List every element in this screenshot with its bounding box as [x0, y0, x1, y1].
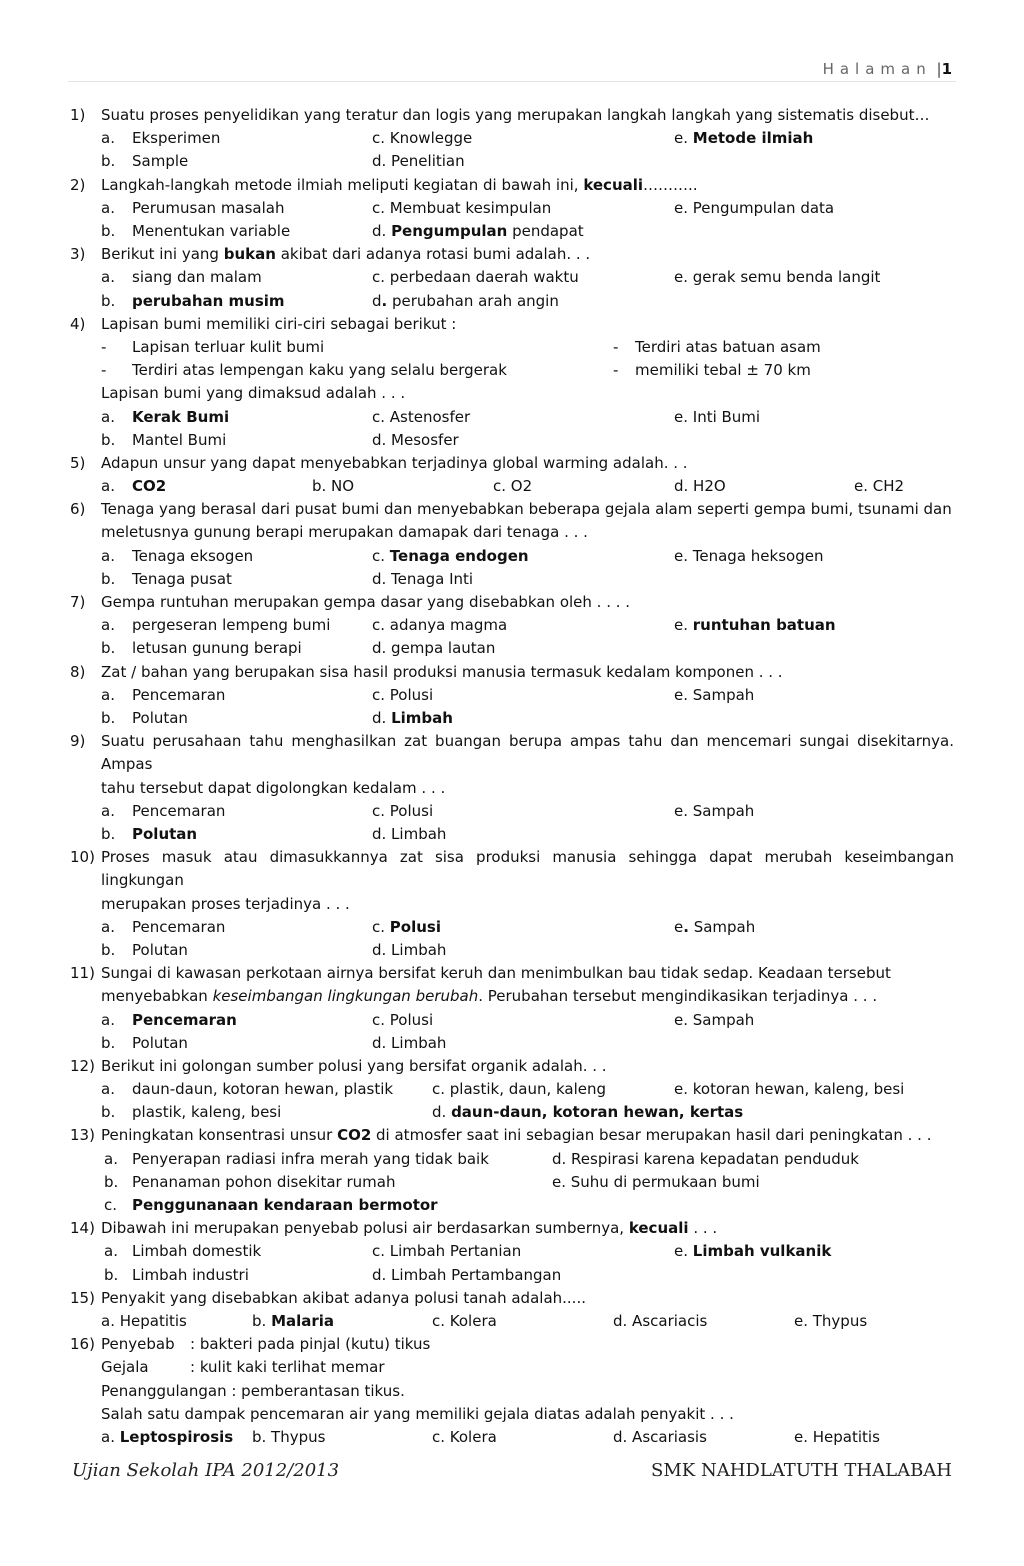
q7-options-row-2: b. letusan gunung berapi d. gempa lautan	[101, 639, 496, 658]
q3-options-row-2: b. perubahan musim d. perubahan arah angin	[101, 291, 559, 310]
question-12: 12) Berikut ini golongan sumber polusi yang bersifat organik adalah. . .	[70, 1056, 607, 1075]
q1-options-row-1: a. Eksperimen c. Knowlegge e. Metode ilmiah	[101, 129, 814, 148]
q4-lead: Lapisan bumi yang dimaksud adalah . . .	[101, 384, 406, 403]
question-8: 8) Zat / bahan yang berupakan sisa hasil produksi manusia termasuk kedalam komponen . . .	[70, 662, 783, 681]
q12-options-row-1: a. daun-daun, kotoran hewan, plastik c. plastik, daun, kaleng e. kotoran hewan, kaleng, besi	[101, 1080, 905, 1099]
q2-options-row-1: a. Perumusan masalah c. Membuat kesimpulan e. Pengumpulan data	[101, 198, 835, 217]
q13-options-row-2: b. Penanaman pohon disekitar rumah e. Suhu di permukaan bumi	[104, 1172, 760, 1191]
q10-options-row-1: a. Pencemaran c. Polusi e. Sampah	[101, 917, 756, 936]
q2-options-row-2: b. Menentukan variable d. Pengumpulan pendapat	[101, 221, 584, 240]
q4-options-row-1: a. Kerak Bumi c. Astenosfer e. Inti Bumi	[101, 407, 761, 426]
q13-options-row-3: c. Penggunanaan kendaraan bermotor	[104, 1196, 438, 1215]
question-16: 16) Penyebab : bakteri pada pinjal (kutu) tikus	[70, 1335, 431, 1354]
question-11: 11) Sungai di kawasan perkotaan airnya bersifat keruh dan menimbulkan bau tidak sedap. Keadaan tersebut	[70, 964, 891, 983]
q9-continuation: tahu tersebut dapat digolongkan kedalam . . .	[101, 778, 446, 797]
q8-options-row-2: b. Polutan d. Limbah	[101, 709, 453, 727]
q16-treatment: Penanggulangan : pemberantasan tikus.	[101, 1381, 405, 1400]
question-10: 10) Proses masuk atau dimasukkannya zat sisa produksi manusia sehingga dapat merubah keseimbangan lingkungan	[70, 848, 954, 890]
exam-content	[70, 104, 954, 1449]
question-9: 9) Suatu perusahaan tahu menghasilkan zat buangan berupa ampas tahu dan mencemari sungai disekitarnya. Ampas	[70, 732, 954, 774]
question-1: 1) Suatu proses penyelidikan yang teratur dan logis yang merupakan langkah langkah yang sistematis disebut…	[70, 106, 930, 124]
q15-options-row: a. Hepatitis b. Malaria c. Kolera d. Ascariacis e. Thypus	[101, 1312, 868, 1331]
q3-options-row-1: a. siang dan malam c. perbedaan daerah waktu e. gerak semu benda langit	[101, 268, 881, 287]
question-7: 7) Gempa runtuhan merupakan gempa dasar yang disebabkan oleh . . . .	[70, 593, 631, 612]
question-15: 15) Penyakit yang disebabkan akibat adanya polusi tanah adalah.....	[70, 1288, 586, 1307]
q10-continuation: merupakan proses terjadinya . . .	[101, 894, 350, 913]
q12-options-row-2: b. plastik, kaleng, besi d. daun-daun, kotoran hewan, kertas	[101, 1103, 744, 1122]
footer-exam-title: Ujian Sekolah IPA 2012/2013	[72, 1460, 340, 1481]
question-5: 5) Adapun unsur yang dapat menyebabkan terjadinya global warming adalah. . .	[70, 453, 688, 472]
q11-options-row-2: b. Polutan d. Limbah	[101, 1033, 447, 1052]
header-rule	[68, 81, 956, 82]
q13-options-row-1: a. Penyerapan radiasi infra merah yang tidak baik d. Respirasi karena kepadatan penduduk	[104, 1149, 859, 1168]
q11-continuation: menyebabkan keseimbangan lingkungan berubah. Perubahan tersebut mengindikasikan terjadinya . . .	[101, 987, 878, 1006]
question-3: 3) Berikut ini yang bukan akibat dari adanya rotasi bumi adalah. . .	[70, 245, 591, 264]
question-14: 14) Dibawah ini merupakan penyebab polusi air berdasarkan sumbernya, kecuali . . .	[70, 1219, 718, 1238]
q8-options-row-1: a. Pencemaran c. Polusi e. Sampah	[101, 685, 755, 704]
question-4: 4) Lapisan bumi memiliki ciri-ciri sebagai berikut :	[70, 314, 457, 333]
q14-options-row-2: b. Limbah industri d. Limbah Pertambangan	[104, 1265, 562, 1284]
q1-options-row-2: b. Sample d. Penelitian	[101, 152, 465, 171]
q10-options-row-2: b. Polutan d. Limbah	[101, 940, 447, 959]
q4-options-row-2: b. Mantel Bumi d. Mesosfer	[101, 430, 459, 449]
page-label: Halaman	[822, 60, 932, 78]
q11-options-row-1: a. Pencemaran c. Polusi e. Sampah	[101, 1010, 755, 1029]
q7-options-row-1: a. pergeseran lempeng bumi c. adanya magma e. runtuhan batuan	[101, 616, 836, 635]
footer-school-name: SMK NAHDLATUTH THALABAH	[651, 1460, 952, 1481]
q4-feature-row-1: - Lapisan terluar kulit bumi - Terdiri atas batuan asam	[101, 337, 821, 356]
question-6: 6) Tenaga yang berasal dari pusat bumi dan menyebabkan beberapa gejala alam seperti gempa bumi, tsunami dan	[70, 500, 952, 519]
question-2: 2) Langkah-langkah metode ilmiah meliputi kegiatan di bawah ini, kecuali………..	[70, 175, 698, 194]
q5-options-row: a. CO2 b. NO c. O2 d. H2O e. CH2	[101, 477, 905, 496]
q6-options-row-2: b. Tenaga pusat d. Tenaga Inti	[101, 569, 474, 588]
q14-options-row-1: a. Limbah domestik c. Limbah Pertanian e. Limbah vulkanik	[104, 1242, 832, 1261]
q4-feature-row-2: - Terdiri atas lempengan kaku yang selalu bergerak - memiliki tebal ± 70 km	[101, 361, 811, 380]
q6-continuation: meletusnya gunung berapi merupakan damapak dari tenaga . . .	[101, 523, 588, 542]
page-number: 1	[941, 60, 952, 78]
q6-options-row-1: a. Tenaga eksogen c. Tenaga endogen e. Tenaga heksogen	[101, 546, 824, 565]
question-13: 13) Peningkatan konsentrasi unsur CO2 di atmosfer saat ini sebagian besar merupakan hasil dari peningkatan . . .	[70, 1126, 932, 1145]
q16-question: Salah satu dampak pencemaran air yang memiliki gejala diatas adalah penyakit . . .	[101, 1404, 734, 1423]
q9-options-row-1: a. Pencemaran c. Polusi e. Sampah	[101, 801, 755, 820]
page-header	[823, 60, 952, 78]
page-separator: |	[936, 60, 942, 78]
q16-options-row: a. Leptospirosis b. Thypus c. Kolera d. Ascariasis e. Hepatitis	[101, 1427, 880, 1446]
q9-options-row-2: b. Polutan d. Limbah	[101, 824, 447, 843]
q16-symptom: Gejala : kulit kaki terlihat memar	[101, 1358, 385, 1377]
